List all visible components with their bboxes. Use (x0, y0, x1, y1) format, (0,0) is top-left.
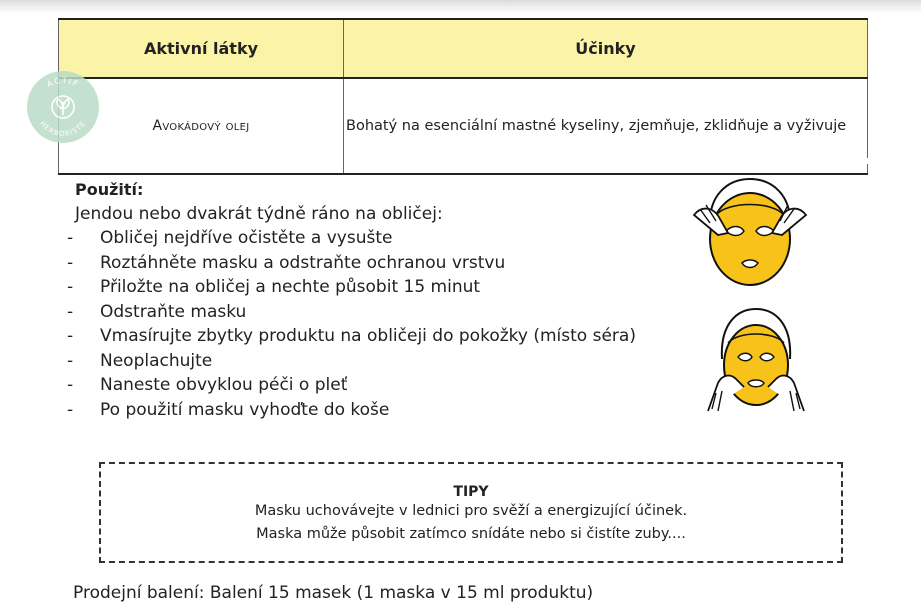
face-mask-apply-icon (688, 175, 812, 291)
usage-steps (75, 226, 675, 422)
tips-title: TIPY (453, 484, 489, 500)
tips-line: Maska může působit zatímco snídáte nebo si čistíte zuby.... (256, 526, 686, 542)
ingredient-effect: Bohatý na esenciální mastné kyseliny, zjemňuje, zklidňuje a vyživuje (344, 78, 868, 174)
header-effects: Účinky (344, 19, 868, 78)
list-item: - Odstraňte masku (75, 300, 675, 325)
usage-title: Použití: (75, 180, 144, 199)
previous-page-edge (0, 0, 921, 14)
svg-text:ACTIF (45, 76, 80, 89)
packaging-info: Prodejní balení: Balení 15 masek (1 maska v 15 ml produktu) (73, 583, 594, 603)
ingredients-table (58, 18, 868, 175)
tips-box (99, 462, 843, 563)
list-item: - Roztáhněte masku a odstraňte ochranou vrstvu (75, 251, 675, 276)
tips-line: Masku uchovávejte v lednici pro svěží a energizující účinek. (254, 503, 688, 519)
actif-herboriste-badge (27, 71, 99, 143)
leaf-icon (52, 96, 74, 118)
list-item: - Neoplachujte (75, 349, 675, 374)
ingredient-name: Avokádový olej (59, 78, 344, 174)
list-item: - Naneste obvyklou péči o pleť (75, 373, 675, 398)
list-item: - Přiložte na obličej a nechte působit 15 minut (75, 275, 675, 300)
badge-text-top: ACTIF (45, 75, 81, 90)
usage-section (75, 180, 675, 422)
list-item: - Obličej nejdříve očistěte a vysušte (75, 226, 675, 251)
usage-intro: Jendou nebo dvakrát týdně ráno na obličej: (75, 204, 443, 224)
list-item: - Po použití masku vyhoďte do koše (75, 398, 675, 423)
badge-text-bottom: HERBORISTE (38, 119, 88, 139)
list-item: - Vmasírujte zbytky produktu na obličeji do pokožky (místo séra) (75, 324, 675, 349)
face-mask-massage-icon (704, 303, 808, 413)
table-border-gap (668, 158, 868, 164)
header-active-ingredients: Aktivní látky (59, 19, 344, 78)
svg-text:HERBORISTE (38, 120, 87, 139)
table-header-row (59, 19, 868, 78)
